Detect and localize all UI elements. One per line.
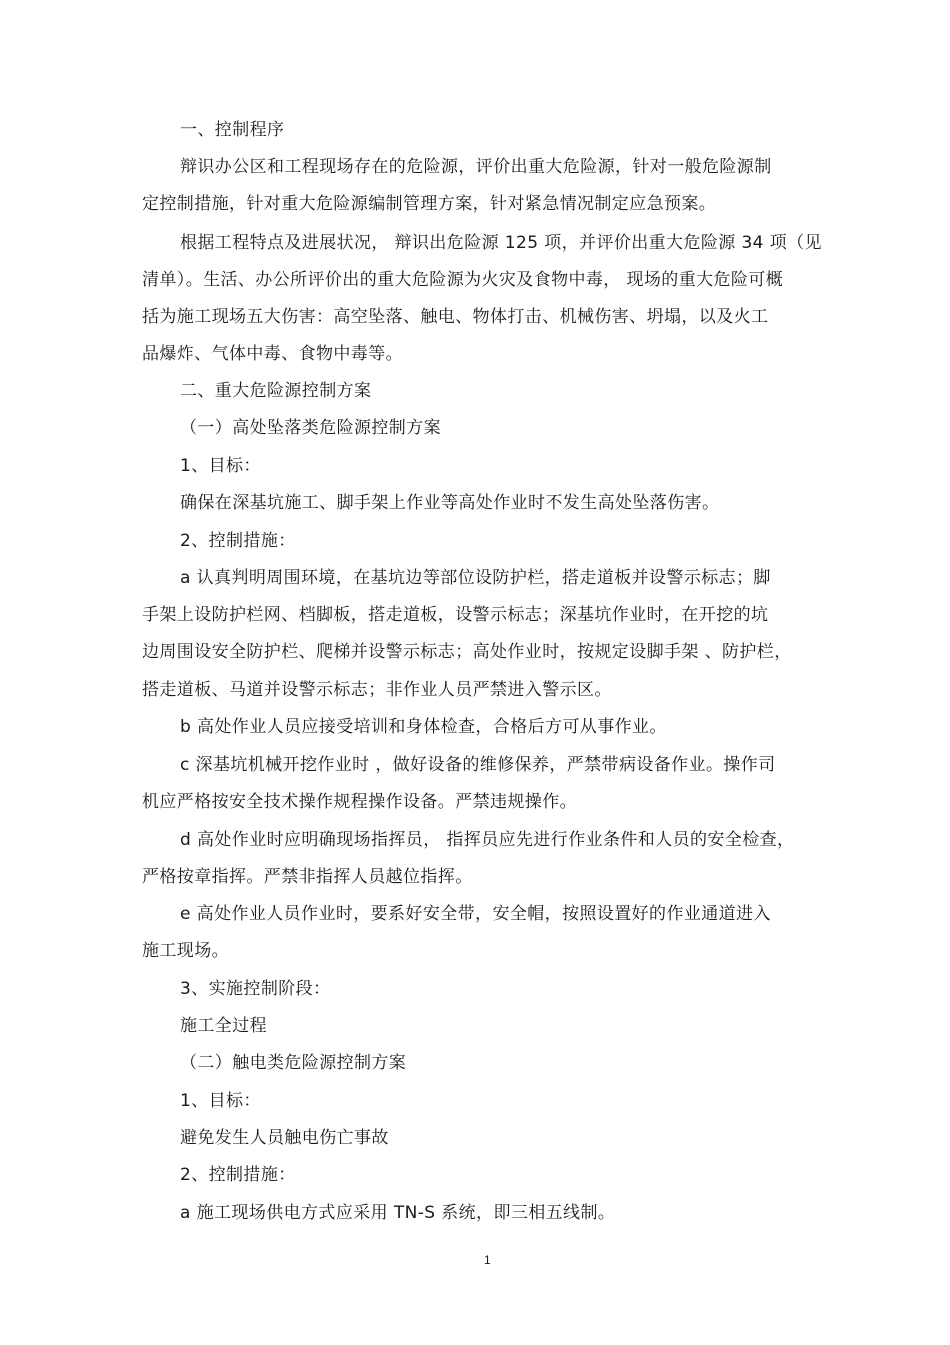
paragraph-line: 施工现场。 [142,941,229,961]
paragraph-line: 搭走道板、马道并设警示标志；非作业人员严禁进入警示区。 [142,680,612,700]
item-heading: 1、目标： [180,1091,261,1111]
subsection-heading: （二）触电类危险源控制方案 [180,1053,407,1073]
section-heading: 二、重大危险源控制方案 [180,381,372,401]
paragraph-line: d 高处作业时应明确现场指挥员， 指挥员应先进行作业条件和人员的安全检查， [180,830,795,850]
paragraph-line: 手架上设防护栏网、档脚板，搭走道板，设警示标志；深基坑作业时，在开挖的坑 [142,605,769,625]
paragraph-line: a 认真判明周围环境，在基坑边等部位设防护栏，搭走道板并设警示标志；脚 [180,568,771,588]
paragraph-line: 确保在深基坑施工、脚手架上作业等高处作业时不发生高处坠落伤害。 [180,493,720,513]
paragraph-line: 括为施工现场五大伤害：高空坠落、触电、物体打击、机械伤害、坍塌，以及火工 [142,307,769,327]
page-number: 1 [484,1253,491,1267]
paragraph-line: a 施工现场供电方式应采用 TN-S 系统，即三相五线制。 [180,1203,616,1223]
paragraph-line: 根据工程特点及进展状况， 辩识出危险源 125 项，并评价出重大危险源 34 项（见 [180,233,822,253]
paragraph-line: 定控制措施，针对重大危险源编制管理方案，针对紧急情况制定应急预案。 [142,194,717,214]
paragraph-line: 施工全过程 [180,1016,267,1036]
section-heading: 一、控制程序 [180,120,285,140]
paragraph-line: 严格按章指挥。严禁非指挥人员越位指挥。 [142,867,473,887]
subsection-heading: （一）高处坠落类危险源控制方案 [180,418,441,438]
paragraph-line: 避免发生人员触电伤亡事故 [180,1128,389,1148]
item-heading: 2、控制措施： [180,531,296,551]
paragraph-line: 品爆炸、气体中毒、食物中毒等。 [142,344,403,364]
paragraph-line: e 高处作业人员作业时，要系好安全带，安全帽，按照设置好的作业通道进入 [180,904,771,924]
item-heading: 1、目标： [180,456,261,476]
paragraph-line: 边周围设安全防护栏、爬梯并设警示标志；高处作业时，按规定设脚手架 、防护栏， [142,642,792,662]
item-heading: 2、控制措施： [180,1165,296,1185]
paragraph-line: b 高处作业人员应接受培训和身体检查，合格后方可从事作业。 [180,717,667,737]
paragraph-line: c 深基坑机械开挖作业时 ，做好设备的维修保养，严禁带病设备作业。操作司 [180,755,776,775]
paragraph-line: 辩识办公区和工程现场存在的危险源，评价出重大危险源，针对一般危险源制 [180,157,772,177]
paragraph-line: 机应严格按安全技术操作规程操作设备。严禁违规操作。 [142,792,577,812]
item-heading: 3、实施控制阶段： [180,979,331,999]
paragraph-line: 清单）。生活、办公所评价出的重大危险源为火灾及食物中毒， 现场的重大危险可概 [142,270,784,290]
